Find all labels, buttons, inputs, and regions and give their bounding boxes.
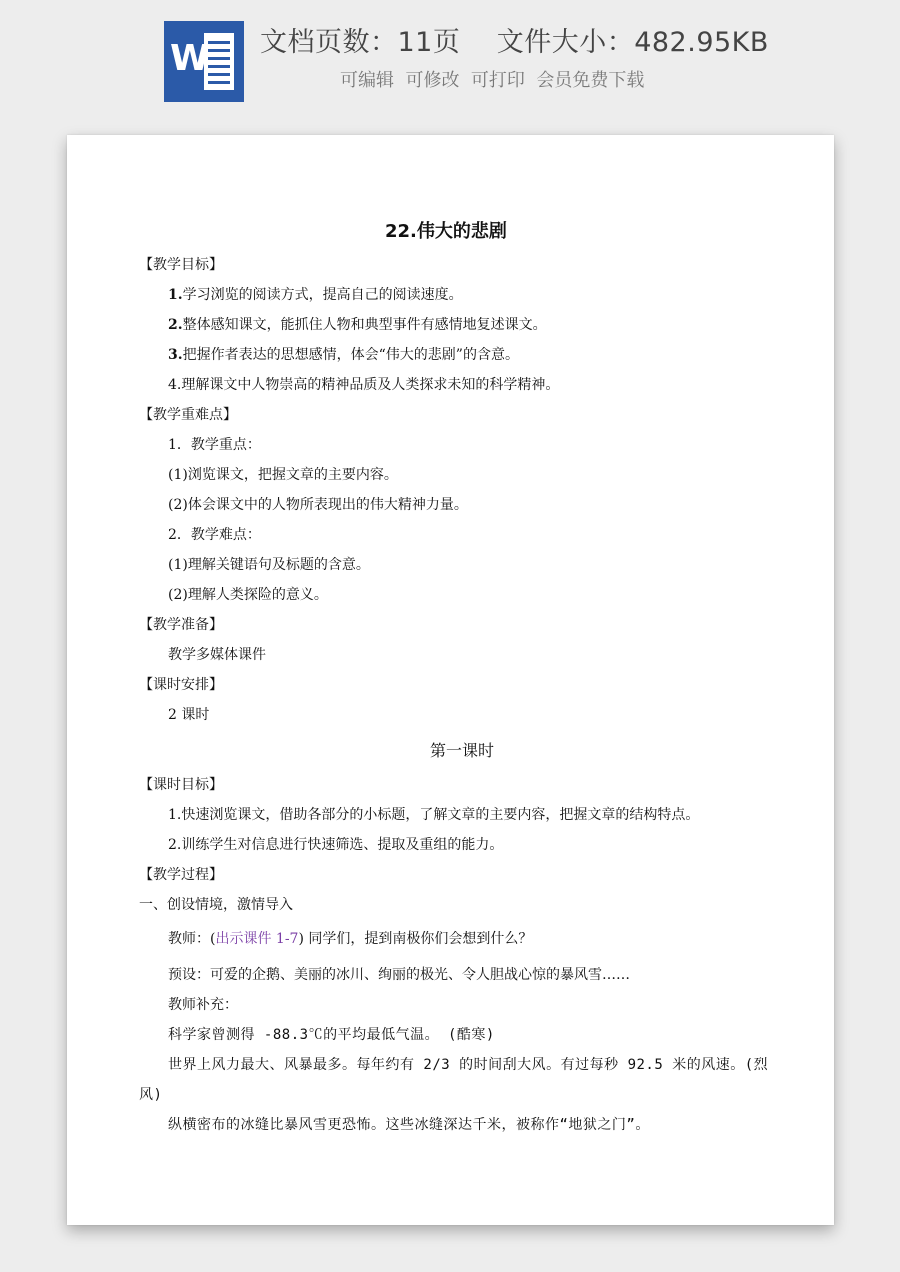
file-size: 文件大小：482.95KB [496, 27, 769, 58]
fact-crevasses: 纵横密布的冰缝比暴风雪更恐怖。这些冰缝深达千米，被称作“地狱之门”。 [168, 1117, 650, 1133]
objective-2: 2.整体感知课文，能抓住人物和典型事件有感情地复述课文。 [168, 317, 547, 333]
lesson-goal-1: 1.快速浏览课文，借助各部分的小标题，了解文章的主要内容，把握文章的结构特点。 [168, 807, 700, 823]
objective-3: 3.把握作者表达的思想感情，体会“伟大的悲剧”的含意。 [168, 347, 519, 363]
section-header-lesson-goals: 【课时目标】 [139, 777, 223, 793]
key-points-title: 1．教学重点： [168, 437, 261, 453]
section-header-preparation: 【教学准备】 [139, 617, 223, 633]
fact-wind-line-2: 风) [139, 1087, 163, 1103]
fact-wind-line-1: 世界上风力最大、风暴最多。每年约有 2/3 的时间刮大风。有过每秒 92.5 米的风速。(烈 [168, 1057, 769, 1073]
doc-title: 22.伟大的悲剧 [385, 221, 507, 242]
key-point-2: (2)体会课文中的人物所表现出的伟大精神力量。 [168, 497, 468, 513]
objective-4: 4.理解课文中人物崇高的精神品质及人类探求未知的科学精神。 [168, 377, 560, 393]
difficulty-1: (1)理解关键语句及标题的含意。 [168, 557, 370, 573]
fact-cold: 科学家曾测得 -88.3℃的平均最低气温。 (酷寒) [168, 1027, 495, 1043]
courseware-reference: 出示课件 1-7 [215, 931, 299, 947]
word-letter: W [170, 38, 210, 79]
objective-1: 1.学习浏览的阅读方式，提高自己的阅读速度。 [168, 287, 463, 303]
download-banner [0, 0, 900, 130]
section-header-schedule: 【课时安排】 [139, 677, 223, 693]
section-header-key-points: 【教学重难点】 [139, 407, 237, 423]
lesson-title: 第一课时 [430, 741, 495, 760]
teacher-line: 教师：(出示课件 1-7) 同学们，提到南极你们会想到什么？ [168, 931, 533, 947]
page-count: 文档页数：11页 [260, 27, 461, 58]
word-document-icon [164, 21, 244, 102]
section-header-objectives: 【教学目标】 [139, 257, 223, 273]
difficulty-2: (2)理解人类探险的意义。 [168, 587, 328, 603]
document-page [67, 135, 834, 1225]
step-1-heading: 一、创设情境，激情导入 [139, 897, 293, 913]
lesson-goal-2: 2.训练学生对信息进行快速筛选、提取及重组的能力。 [168, 837, 504, 853]
file-meta [260, 20, 769, 59]
teacher-supplement: 教师补充： [168, 997, 238, 1013]
key-point-1: (1)浏览课文，把握文章的主要内容。 [168, 467, 398, 483]
feature-list: 可编辑 可修改 可打印 会员免费下载 [340, 70, 645, 91]
preset-answer: 预设：可爱的企鹅、美丽的冰川、绚丽的极光、令人胆战心惊的暴风雪…… [168, 967, 630, 983]
section-header-process: 【教学过程】 [139, 867, 223, 883]
preparation-text: 教学多媒体课件 [168, 647, 266, 663]
schedule-text: 2 课时 [168, 707, 210, 723]
difficulties-title: 2．教学难点： [168, 527, 261, 543]
